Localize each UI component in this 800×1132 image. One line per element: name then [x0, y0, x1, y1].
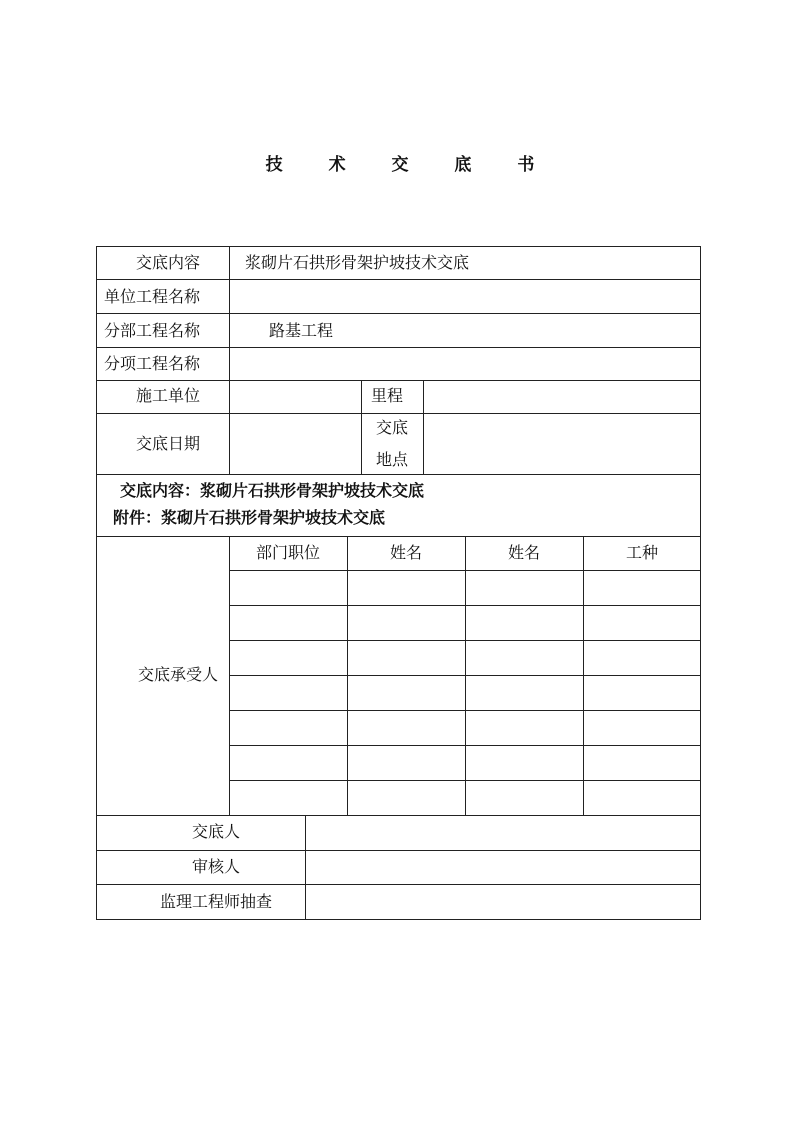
row-divider [96, 815, 701, 816]
column-divider [305, 815, 306, 920]
summary-attachment: 附件：浆砌片石拱形骨架护坡技术交底 [113, 508, 386, 527]
column-divider [583, 536, 584, 815]
table-border-right [700, 246, 701, 920]
title-char: 术 [328, 155, 346, 175]
column-divider [229, 536, 230, 815]
row-divider [96, 474, 701, 475]
label-column-divider [229, 246, 230, 474]
content-value: 浆砌片石拱形骨架护坡技术交底 [245, 253, 470, 272]
disclosure-form-table [96, 246, 701, 920]
recipients-header-name: 姓名 [508, 543, 541, 562]
location-label-line1: 交底 [376, 418, 409, 437]
date-label: 交底日期 [136, 434, 201, 453]
row-divider [96, 536, 701, 537]
reviewer-label: 审核人 [192, 857, 241, 876]
row-divider [96, 884, 701, 885]
document-title [0, 150, 800, 175]
recipients-label: 交底承受人 [138, 665, 219, 684]
title-char: 底 [454, 155, 472, 175]
division-project-label: 分部工程名称 [104, 321, 201, 340]
title-char: 技 [265, 155, 283, 175]
unit-project-label: 单位工程名称 [104, 287, 201, 306]
title-char: 交 [391, 155, 409, 175]
recipients-header-trade: 工种 [626, 543, 659, 562]
row-divider [96, 413, 701, 414]
item-project-label: 分项工程名称 [104, 354, 201, 373]
division-project-value: 路基工程 [269, 321, 334, 340]
construction-unit-label: 施工单位 [136, 386, 201, 405]
row-divider [96, 279, 701, 280]
content-label: 交底内容 [136, 253, 201, 272]
title-char: 书 [517, 155, 535, 175]
column-divider [423, 380, 424, 474]
row-divider [96, 313, 701, 314]
mileage-label: 里程 [371, 386, 404, 405]
column-divider [465, 536, 466, 815]
supervisor-label: 监理工程师抽查 [160, 892, 273, 911]
table-border-bottom [96, 919, 701, 920]
table-border-left [96, 246, 97, 920]
column-divider [361, 380, 362, 474]
discloser-label: 交底人 [192, 822, 241, 841]
location-label-line2: 地点 [376, 450, 409, 469]
column-divider [347, 536, 348, 815]
table-border-top [96, 246, 701, 247]
row-divider [96, 380, 701, 381]
row-divider [96, 347, 701, 348]
row-divider [96, 850, 701, 851]
summary-content: 交底内容：浆砌片石拱形骨架护坡技术交底 [120, 481, 425, 500]
recipients-header-department: 部门职位 [256, 543, 321, 562]
recipients-header-name: 姓名 [390, 543, 423, 562]
